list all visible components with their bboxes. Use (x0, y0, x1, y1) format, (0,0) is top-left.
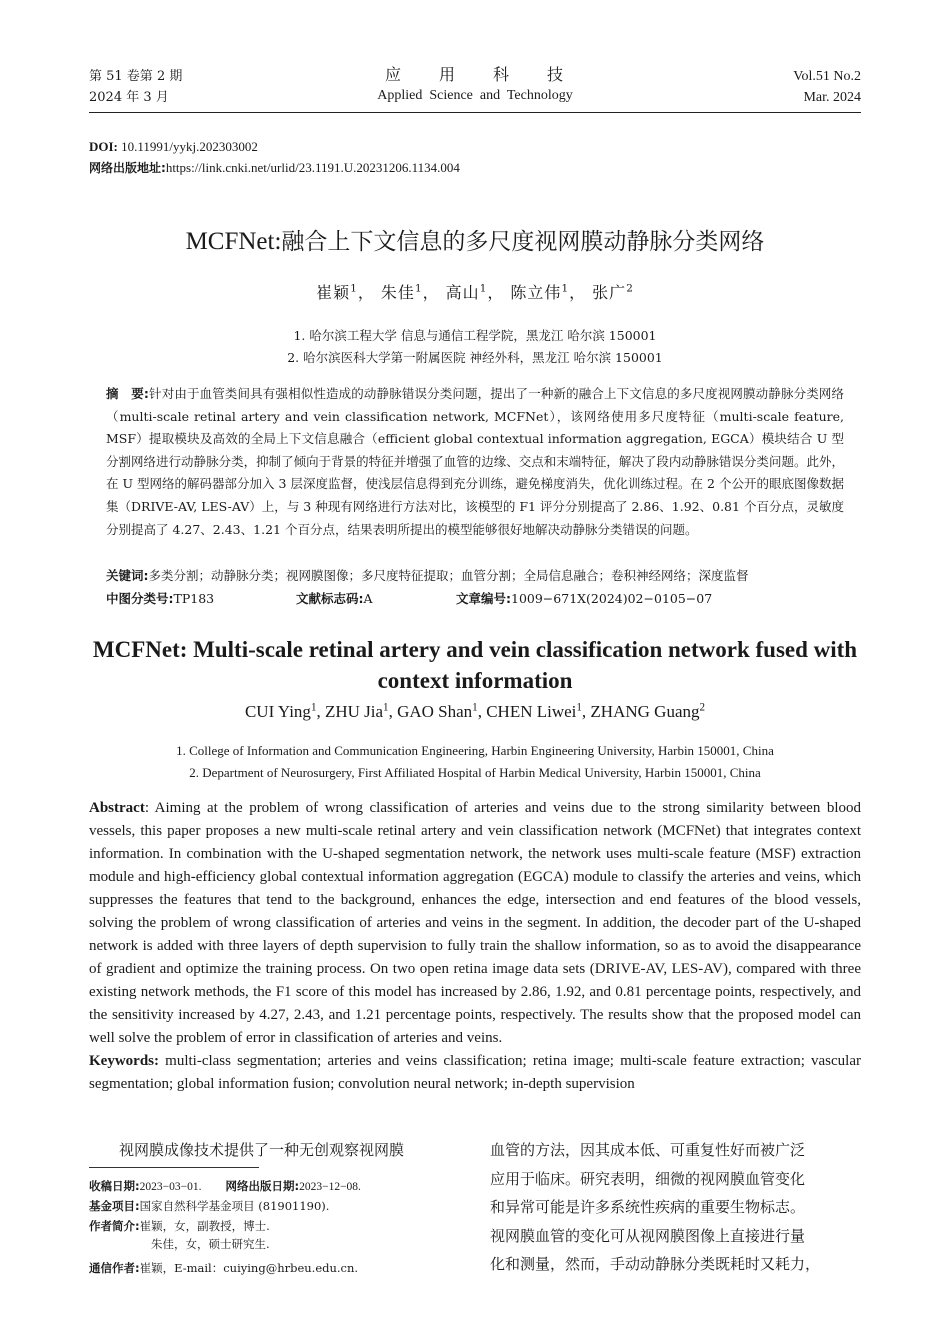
body-line: 和异常可能是许多系统性疾病的重要生物标志。 (490, 1198, 806, 1216)
volume-info-en (793, 66, 861, 108)
online-url-value[interactable]: https://link.cnki.net/urlid/23.1191.U.20231206.1134.004 (165, 160, 460, 175)
article-number: 文章编号:1009−671X(2024)02−0105−07 (456, 591, 713, 606)
online-url-label: 网络出版地址: (89, 161, 166, 175)
author-cn: 陈立伟$^1$， (510, 282, 587, 302)
abstract-cn-label: 摘 要: (106, 386, 149, 401)
footnote-dates: 收稿日期:2023−03−01. 网络出版日期:2023−12−08. (89, 1179, 361, 1193)
affiliation-cn-1: 1. 哈尔滨工程大学 信息与通信工程学院，黑龙江 哈尔滨 150001 (293, 328, 657, 343)
keywords-en (89, 1050, 861, 1096)
corresponding-email[interactable]: 崔颖，E-mail：cuiying@hrbeu.edu.cn. (139, 1261, 359, 1275)
volume-issue-en: Vol.51 No.2 (793, 69, 861, 84)
keywords-cn-label: 关键词: (106, 568, 149, 583)
issue-date-en: Mar. 2024 (803, 90, 861, 105)
author-cn: 高山$^1$， (445, 282, 505, 302)
affiliation-cn-2: 2. 哈尔滨医科大学第一附属医院 神经外科，黑龙江 哈尔滨 150001 (287, 350, 663, 365)
keywords-cn-text: 多类分割；动静脉分类；视网膜图像；多尺度特征提取；血管分割；全局信息融合；卷积神经网络；深度监督 (148, 568, 749, 583)
body-line: 视网膜血管的变化可从视网膜图像上直接进行量 (490, 1226, 806, 1245)
keywords-cn (106, 565, 844, 586)
affiliation-en-2: 2. Department of Neurosurgery, First Affiliated Hospital of Harbin Medical University, Harbin 150001, China (189, 765, 761, 780)
volume-issue: 第 51 卷第 2 期 (89, 69, 183, 84)
footnote-bio: 作者简介:崔颖，女，副教授，博士. 朱佳，女，硕士研究生. (89, 1219, 270, 1251)
body-line: 应用于临床。研究表明，细微的视网膜血管变化 (490, 1169, 806, 1188)
author-en: CHEN Liwei$^1$, (486, 701, 591, 721)
author-cn: 张广$^2$ (592, 282, 634, 302)
keywords-en-label: Keywords: (89, 1053, 159, 1069)
issue-date: 2024 年 3 月 (89, 90, 169, 105)
abstract-cn (106, 383, 844, 541)
body-line: 化和测量，然而，手动动静脉分类既耗时又耗力， (490, 1255, 821, 1273)
author-en: ZHANG Guang$^2$ (590, 701, 706, 721)
footnote-corresponding: 通信作者:崔颖，E-mail：cuiying@hrbeu.edu.cn. (89, 1261, 359, 1275)
author-cn: 朱佳$^1$， (380, 282, 440, 302)
clc-code: 中图分类号:TP183 (106, 591, 215, 606)
doi-line (89, 136, 460, 157)
journal-name-en: Applied Science and Technology (377, 88, 573, 103)
doi-value[interactable]: 10.11991/yykj.202303002 (117, 139, 258, 154)
author-en: ZHU Jia$^1$, (324, 701, 398, 721)
body-line: 血管的方法，因其成本低、可重复性好而被广泛 (490, 1141, 806, 1159)
body-intro-left: 视网膜成像技术提供了一种无创观察视网膜 (119, 1141, 405, 1159)
author-cn: 崔颖$^1$， (316, 282, 375, 302)
author-en: GAO Shan$^1$, (397, 701, 487, 721)
abstract-en (89, 797, 861, 1096)
header-rule (89, 112, 861, 113)
online-url-line (89, 157, 460, 179)
footnote-fund: 基金项目:国家自然科学基金项目 (81901190). (89, 1199, 330, 1213)
author-en: CUI Ying$^1$, (244, 701, 325, 721)
body-right-column (490, 1136, 862, 1279)
abstract-cn-text: 针对由于血管类间具有强相似性造成的动静脉错误分类问题，提出了一种新的融合上下文信息的多尺度视网膜动静脉分类网络（multi-scale retinal artery and vein classification network, MCFNet），该网络使用多尺度特征（multi-scale feature, MSF）提取模块及高效的全局上下文信息融合（efficient global contextual information aggregation, EGCA）模块结合 U 型分割网络进行动静脉分类，抑制了倾向于背景的特征并增强了血管的边缘、交点和末端特征，解决了段内动静脉错误分类问题。此外，在 U 型网络的解码器部分加入 3 层深度监督，使浅层信息得到充分训练，避免梯度消失，优化训练过程。在 2 个公开的眼底图像数据集（DRIVE-AV, LES-AV）上，与 3 种现有网络进行方法对比，该模型的 F1 评分分别提高了 2.86、1.92、0.81 个百分点，灵敏度分别提高了 4.27、2.43、1.21 个百分点，结果表明所提出的模型能够很好地解决动静脉分类错误的问题。 (106, 386, 844, 537)
authors-en (0, 701, 950, 722)
journal-name-cn: 应 用 科 技 (384, 65, 565, 84)
footnote-rule (89, 1167, 259, 1168)
document-code: 文献标志码:A (296, 591, 373, 606)
authors-cn (0, 280, 950, 303)
doi-label: DOI: (89, 139, 118, 154)
doi-block (89, 136, 460, 179)
classification-line (106, 588, 844, 609)
title-cn (0, 224, 950, 260)
abstract-en-label: Abstract (89, 800, 145, 816)
title-cn-rest: 融合上下文信息的多尺度视网膜动静脉分类网络 (281, 229, 765, 255)
keywords-en-text: multi-class segmentation; arteries and veins classification; retina image; multi-scale feature extraction; vascular segmentation; global information fusion; convolution neural network; in-depth supervision (89, 1053, 861, 1092)
affiliation-en-1: 1. College of Information and Communication Engineering, Harbin Engineering University, Harbin 150001, China (176, 743, 774, 758)
title-cn-latin: MCFNet: (185, 228, 282, 255)
abstract-en-text: : Aiming at the problem of wrong classification of arteries and veins due to the strong similarity between blood vessels, this paper proposes a new multi-scale retinal artery and vein classification network (MCFNet) that integrates context information. In combination with the U-shaped segmentation network, the network uses multi-scale feature (MSF) extraction module and high-efficiency global contextual information aggregation (EGCA) module to classify the arteries and veins, which suppresses the features that tend to the background, enhances the edge, intersection and end features of the blood vessels, solving the problem of wrong classification of arteries and veins in the segment. In addition, the decoder part of the U-shaped network is added with three layers of depth supervision to fully train the shallow information, so as to avoid the disappearance of gradient and optimize the training process. On two open retina image data sets (DRIVE-AV, LES-AV), compared with three existing network methods, the F1 score of this model has increased by 2.86, 1.92, and 0.81 percentage points, respectively, and the sensitivity increased by 4.27, 2.43, and 1.21 percentage points, respectively. The results show that the proposed model can well solve the problem of error in classification of arteries and veins. (89, 800, 861, 1046)
abstract-en-paragraph (89, 797, 861, 1050)
title-en: MCFNet: Multi-scale retinal artery and vein classification network fused with context information (92, 637, 858, 693)
